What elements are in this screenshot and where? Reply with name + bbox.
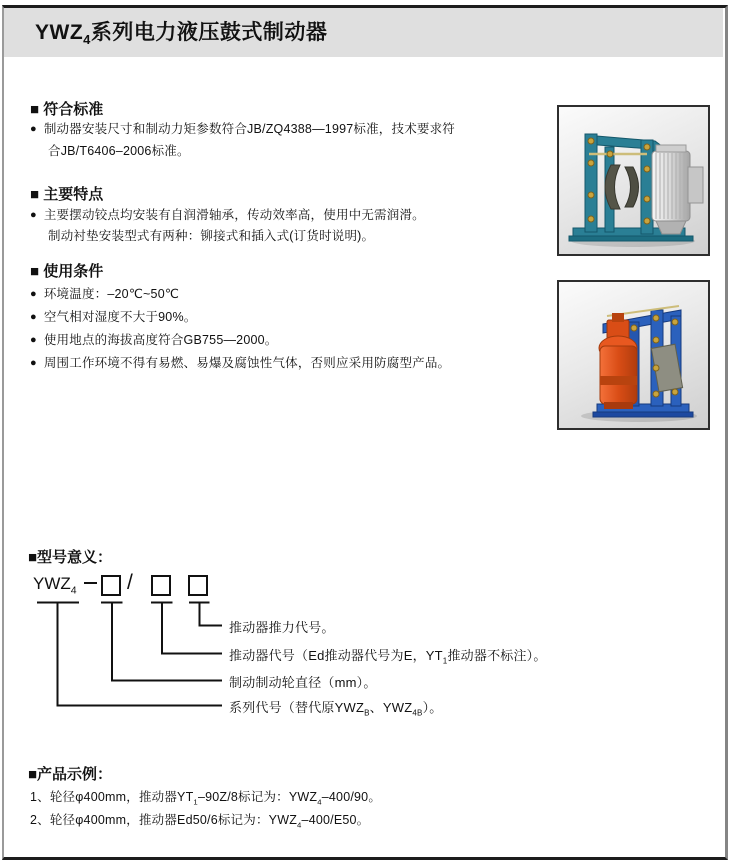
conditions-text-1: 环境温度：–20℃~50℃ <box>43 287 180 301</box>
example-line-1: 1、轮径φ400mm，推动器$YT_1-90Z/8$标记为：$YWZ_4-400/90$。 <box>30 790 382 807</box>
standards-line-2: 合JB/T6406–2006标准。 <box>48 144 190 158</box>
conditions-item <box>30 284 179 302</box>
conditions-text-2: 空气相对湿度不大于90%。 <box>43 310 197 324</box>
section-heading-standards: ■ 符合标准 <box>30 101 104 118</box>
hydraulic-thruster-silver <box>652 145 703 234</box>
page-title: $YWZ_4$系列电力液压鼓式制动器 <box>35 21 328 48</box>
model-label-series-code: 系列代号（替代原$YWZ_B$、$YWZ_{4B}$）。 <box>229 700 443 718</box>
conditions-item <box>30 330 277 348</box>
product-photo-1 <box>557 105 710 256</box>
bullet-icon: ● <box>30 209 37 221</box>
bullet-icon: ● <box>30 311 37 323</box>
model-box-1 <box>101 575 121 596</box>
brake-shoe-right <box>625 167 639 207</box>
model-label-thrust-code: 推动器推力代号。 <box>229 620 335 635</box>
conditions-text-4: 周围工作环境不得有易燃、易爆及腐蚀性气体，否则应采用防腐型产品。 <box>43 356 451 370</box>
section-heading-model: ■型号意义： <box>28 549 113 566</box>
section-heading-conditions: ■ 使用条件 <box>30 263 104 280</box>
model-designation-row <box>33 573 253 599</box>
model-label-wheel-diameter: 制动制动轮直径（mm）。 <box>229 675 377 690</box>
bullet-icon: ● <box>30 123 37 135</box>
example-line-2: 2、轮径φ400mm，推动器Ed50/6标记为：$YWZ_4-400/E50$。 <box>30 813 370 830</box>
bullet-icon: ● <box>30 357 37 369</box>
model-box-3 <box>188 575 208 596</box>
conditions-item <box>30 307 196 325</box>
model-label-thruster-code: 推动器代号（Ed推动器代号为E，$YT_1$推动器不标注）。 <box>229 648 547 666</box>
drum-brake-silver-thruster-photo <box>559 107 708 254</box>
bullet-icon: ● <box>30 334 37 346</box>
section-heading-examples: ■产品示例： <box>28 766 113 783</box>
features-line-2: 制动衬垫安装型式有两种：铆接式和插入式(订货时说明)。 <box>48 229 375 243</box>
model-prefix: $YWZ_4$ <box>33 574 77 597</box>
section-heading-features: ■ 主要特点 <box>30 186 104 203</box>
model-box-2 <box>151 575 171 596</box>
model-dash <box>84 582 97 584</box>
bullet-icon: ● <box>30 288 37 300</box>
features-text-1: 主要摆动铰点均安装有自润滑轴承，传动效率高，使用中无需润滑。 <box>43 208 425 222</box>
standards-line-1 <box>30 119 455 137</box>
standards-text-1: 制动器安装尺寸和制动力矩参数符合JB/ZQ4388—1997标准，技术要求符 <box>43 122 455 136</box>
product-photo-2 <box>557 280 710 430</box>
header-band <box>4 8 723 57</box>
conditions-item <box>30 353 450 371</box>
conditions-text-3: 使用地点的海拔高度符合GB755—2000。 <box>43 333 278 347</box>
drum-brake-orange-thruster-photo <box>559 282 708 428</box>
model-slash: / <box>127 571 133 594</box>
features-line-1 <box>30 205 425 223</box>
